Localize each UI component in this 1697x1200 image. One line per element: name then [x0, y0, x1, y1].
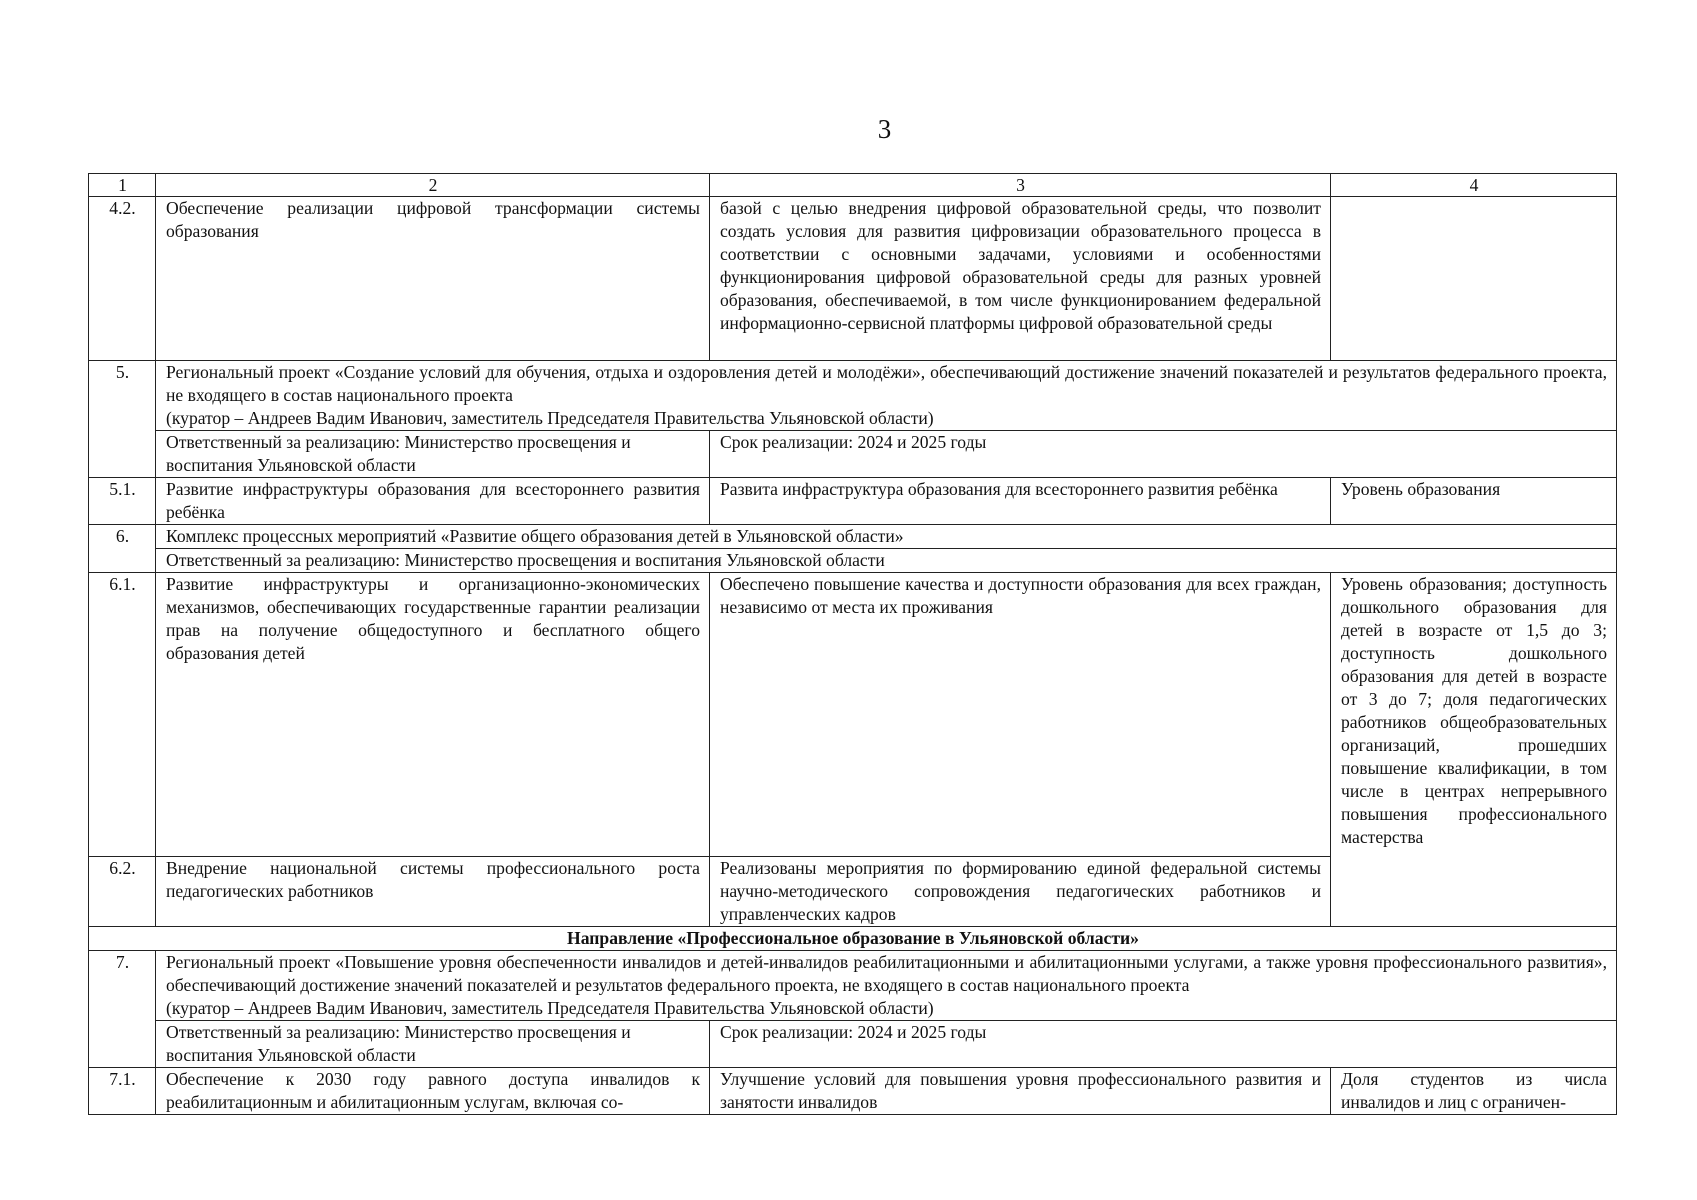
table-row	[89, 549, 1617, 573]
measure-result: Реализованы мероприятия по формированию единой федеральной системы научно-методического сопровождения педагогических работников и управленческих кадров	[710, 857, 1331, 927]
measure-result: Обеспечено повышение качества и доступности образования для всех граждан, независимо от места их проживания	[710, 573, 1331, 857]
table-row	[89, 573, 1617, 857]
row-number: 5.	[89, 361, 156, 478]
header-col-3: 3	[710, 174, 1331, 197]
row-number: 7.	[89, 951, 156, 1068]
responsible-executor: Ответственный за реализацию: Министерство просвещения и воспитания Ульяновской области	[156, 1021, 710, 1068]
implementation-term: Срок реализации: 2024 и 2025 годы	[710, 1021, 1617, 1068]
row-number: 4.2.	[89, 197, 156, 361]
table-row	[89, 1021, 1617, 1068]
measure-name: Развитие инфраструктуры образования для всестороннего развития ребёнка	[156, 478, 710, 525]
table-row	[89, 525, 1617, 549]
header-col-1: 1	[89, 174, 156, 197]
header-col-2: 2	[156, 174, 710, 197]
measure-name: Внедрение национальной системы профессионального роста педагогических работников	[156, 857, 710, 927]
row-number: 5.1.	[89, 478, 156, 525]
measure-result: Улучшение условий для повышения уровня профессионального развития и занятости инвалидов	[710, 1068, 1331, 1115]
measure-indicator: Доля студентов из числа инвалидов и лиц с ограничен-	[1331, 1068, 1617, 1115]
table-row	[89, 927, 1617, 951]
section-heading: Направление «Профессиональное образование в Ульяновской области»	[89, 927, 1617, 951]
table-row	[89, 478, 1617, 525]
project-title: Региональный проект «Повышение уровня обеспеченности инвалидов и детей-инвалидов реабилитационными и абилитационными услугами, а также уровня профессионального развития», обеспечивающий достижение значений показателей и результатов федерального проекта, не входящего в состав национального проекта	[166, 952, 1607, 995]
implementation-term: Срок реализации: 2024 и 2025 годы	[710, 431, 1617, 478]
measure-indicator: Уровень образования	[1331, 478, 1617, 525]
table-row	[89, 1068, 1617, 1115]
measure-result: Развита инфраструктура образования для всестороннего развития ребёнка	[710, 478, 1331, 525]
table-row	[89, 431, 1617, 478]
responsible-executor: Ответственный за реализацию: Министерство просвещения и воспитания Ульяновской области	[156, 431, 710, 478]
project-description	[156, 951, 1617, 1021]
page-number: 3	[877, 114, 892, 144]
measure-name: Развитие инфраструктуры и организационно-экономических механизмов, обеспечивающих государственные гарантии реализации прав на получение общедоступного и бесплатного общего образования детей	[156, 573, 710, 857]
responsible-executor: Ответственный за реализацию: Министерство просвещения и воспитания Ульяновской области	[156, 549, 1617, 573]
complex-title: Комплекс процессных мероприятий «Развитие общего образования детей в Ульяновской области»	[156, 525, 1617, 549]
project-curator: (куратор – Андреев Вадим Иванович, заместитель Председателя Правительства Ульяновской области)	[166, 998, 934, 1018]
row-number: 7.1.	[89, 1068, 156, 1115]
measure-result: базой с целью внедрения цифровой образовательной среды, что позволит создать условия для развития цифровизации образовательного процесса в соответствии с основными задачами, условиями и особенностями функционирования цифровой образовательной среды для разных уровней образования, обеспечиваемой, в том числе функционированием федеральной информационно-сервисной платформы цифровой образовательной среды	[710, 197, 1331, 361]
measure-name: Обеспечение к 2030 году равного доступа инвалидов к реабилитационным и абилитационным услугам, включая со-	[156, 1068, 710, 1115]
table-row	[89, 197, 1617, 361]
row-number: 6.1.	[89, 573, 156, 857]
measure-name: Обеспечение реализации цифровой трансформации системы образования	[156, 197, 710, 361]
header-row	[89, 174, 1617, 197]
row-number: 6.2.	[89, 857, 156, 927]
header-col-4: 4	[1331, 174, 1617, 197]
table-row	[89, 361, 1617, 431]
project-description	[156, 361, 1617, 431]
measure-indicator	[1331, 197, 1617, 361]
row-number: 6.	[89, 525, 156, 573]
project-title: Региональный проект «Создание условий для обучения, отдыха и оздоровления детей и молодёжи», обеспечивающий достижение значений показателей и результатов федерального проекта, не входящего в состав национального проекта	[166, 362, 1607, 405]
measure-indicators: Уровень образования; доступность дошкольного образования для детей в возрасте от 1,5 до 3; доступность дошкольного образования для детей в возрасте от 3 до 7; доля педагогических работников общеобразовательных организаций, прошедших повышение квалификации, в том числе в центрах непрерывного повышения профессионального мастерства	[1331, 573, 1617, 927]
programme-table	[88, 173, 1617, 1115]
project-curator: (куратор – Андреев Вадим Иванович, заместитель Председателя Правительства Ульяновской области)	[166, 408, 934, 428]
table-row	[89, 951, 1617, 1021]
